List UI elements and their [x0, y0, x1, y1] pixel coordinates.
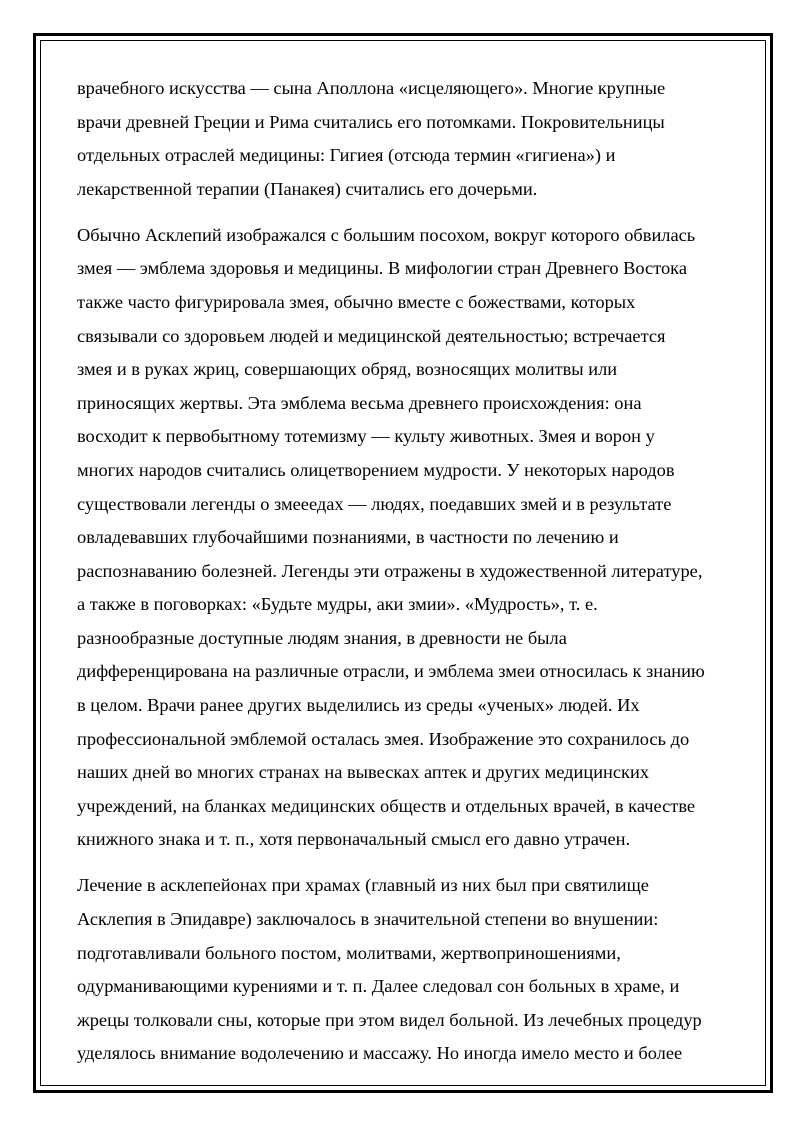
text-line: Обычно Асклепий изображался с большим посохом, вокруг которого обвилась — [77, 224, 696, 245]
text-line: лекарственной терапии (Панакея) считались его дочерьми. — [77, 178, 538, 199]
text-line: профессиональной эмблемой осталась змея. Изображение это сохранилось до — [77, 728, 690, 749]
text-line: а также в поговорках: «Будьте мудры, аки змии». «Мудрость», т. е. — [77, 594, 598, 615]
text-line: приносящих жертвы. Эта эмблема весьма древнего происхождения: она — [77, 392, 642, 413]
text-line: змея — эмблема здоровья и медицины. В мифологии стран Древнего Востока — [77, 258, 687, 279]
paragraph — [77, 219, 723, 857]
text-line: отдельных отраслей медицины: Гигиея (отсюда термин «гигиена») и — [77, 145, 616, 166]
text-line: разнообразные доступные людям знания, в древности не была — [77, 627, 567, 648]
paragraph — [77, 869, 723, 1071]
text-line: в целом. Врачи ранее других выделились из среды «ученых» людей. Их — [77, 695, 640, 716]
text-line: врачебного искусства — сына Аполлона «исцеляющего». Многие крупные — [77, 78, 666, 98]
text-line: многих народов считались олицетворением мудрости. У некоторых народов — [77, 459, 675, 480]
text-line: Асклепия в Эпидавре) заключалось в значительной степени во внушении: — [77, 909, 659, 930]
text-line: одурманивающими курениями и т. п. Далее следовал сон больных в храме, и — [77, 976, 680, 997]
text-line: подготавливали больного постом, молитвами, жертвоприношениями, — [77, 942, 621, 963]
text-line: уделялось внимание водолечению и массажу. Но иногда имело место и более — [77, 1043, 683, 1064]
paragraph — [77, 72, 723, 206]
text-line: врачи древней Греции и Рима считались его потомками. Покровительницы — [77, 111, 665, 132]
text-line: жрецы толковали сны, которые при этом видел больной. Из лечебных процедур — [77, 1009, 702, 1030]
text-line: змея и в руках жриц, совершающих обряд, возносящих молитвы или — [77, 359, 618, 380]
text-line: также часто фигурировала змея, обычно вместе с божествами, которых — [77, 291, 636, 312]
text-line: книжного знака и т. п., хотя первоначальный смысл его давно утрачен. — [77, 829, 631, 850]
text-line: распознаванию болезней. Легенды эти отражены в художественной литературе, — [77, 560, 703, 581]
text-line: учреждений, на бланках медицинских обществ и отдельных врачей, в качестве — [77, 795, 696, 816]
text-line: связывали со здоровьем людей и медицинской деятельностью; встречается — [77, 325, 666, 346]
text-line: Лечение в асклепейонах при храмах (главный из них был при святилище — [77, 875, 649, 896]
text-line: наших дней во многих странах на вывесках аптек и других медицинских — [77, 762, 650, 783]
document-body — [77, 72, 723, 1083]
text-line: дифференцирована на различные отрасли, и эмблема змеи относилась к знанию — [77, 661, 705, 682]
text-line: овладевавших глубочайшими познаниями, в частности по лечению и — [77, 527, 619, 548]
text-line: существовали легенды о змееедах — людях, поедавших змей и в результате — [77, 493, 672, 514]
text-line: восходит к первобытному тотемизму — культу животных. Змея и ворон у — [77, 426, 655, 447]
